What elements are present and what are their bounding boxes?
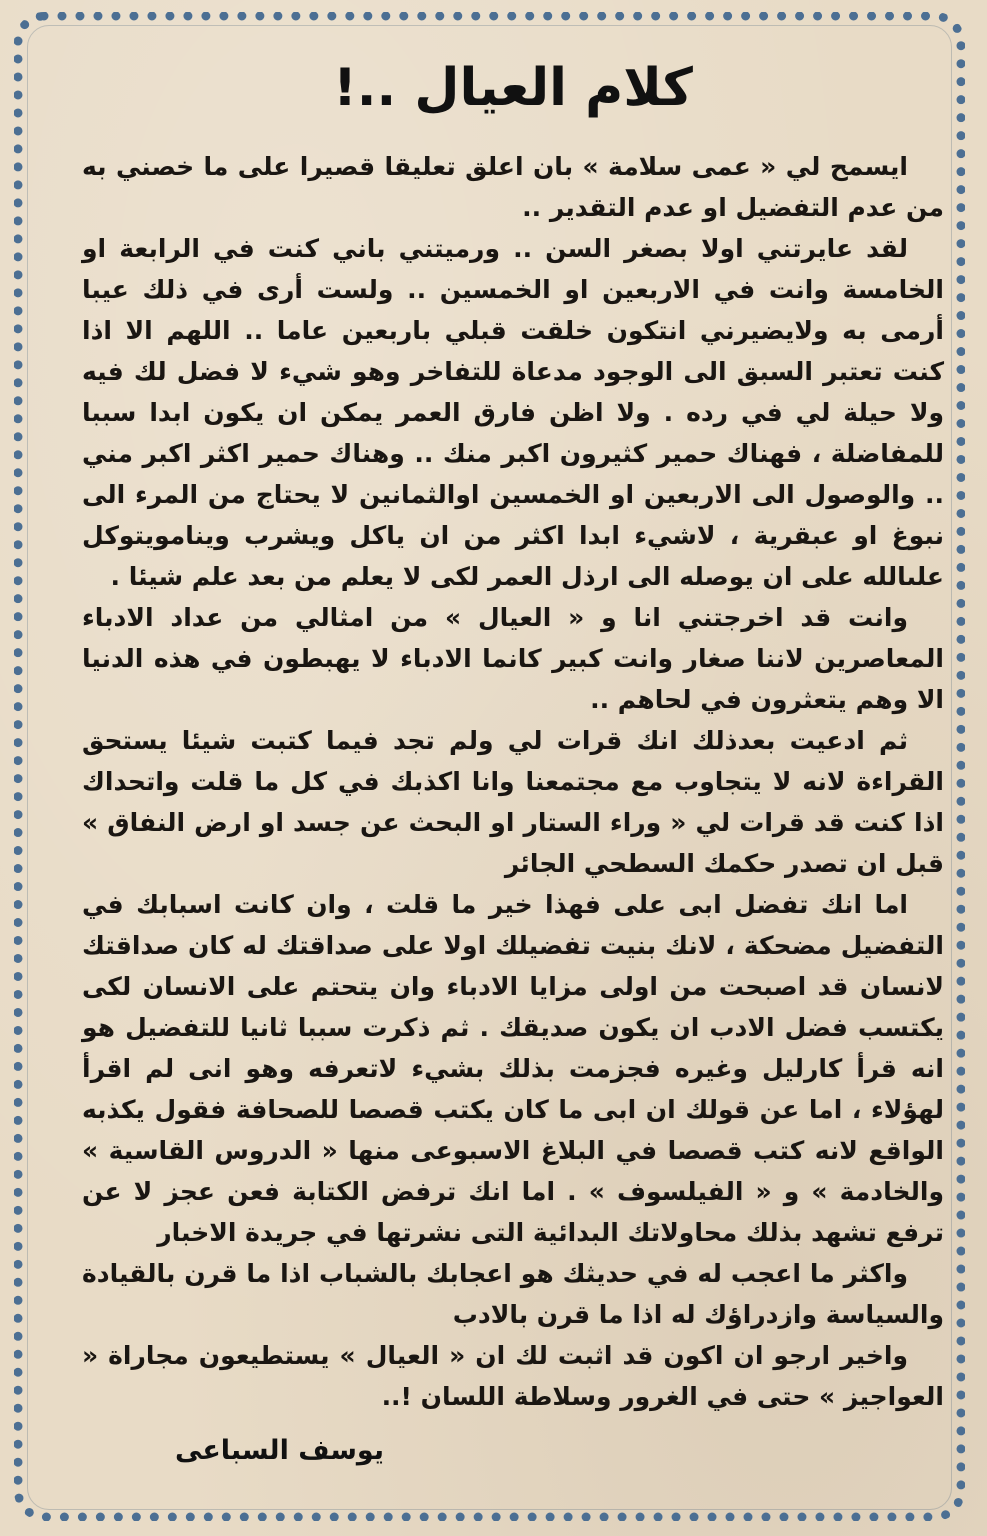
paragraph-contemporaries: وانت قد اخرجتني انا و « العيال » من امثالي من عداد الادباء المعاصرين لاننا صغار وانت كبير كانما الادباء لا يهبطون في هذه الدنيا الا وهم يتعثرون في لحاهم ..: [82, 603, 944, 714]
author-signature: يوسف السباعى: [175, 1435, 384, 1466]
paragraph-preference: اما انك تفضل ابى على فهذا خير ما قلت ، وان كانت اسبابك في التفضيل مضحكة ، لانك بنيت تفضيلك اولا على صداقتك له كان صداقتك لانسان قد اصبحت من اولى مزايا الادباء وان يتحتم على الانسان لكى يكتسب فضل الادب ان يكون صديقك . ثم ذكرت سببا ثانيا للتفضيل هو انه قرأ كارليل وغيره فجزمت بذلك بشيء لاتعرفه وهو انى لم اقرأ لهؤلاء ، اما عن قولك ان ابى ما كان يكتب قصصا للصحافة فقول يكذبه الواقع لانه كتب قصصا في البلاغ الاسبوعى منها « الدروس القاسية » والخادمة » و « الفيلسوف » . اما انك ترفض الكتابة فعن عجز لا عن ترفع تشهد بذلك محاولاتك البدائية التى نشرتها في جريدة الاخبار: [82, 890, 944, 1247]
paragraph-conclusion: واخير ارجو ان اكون قد اثبت لك ان « العيال » يستطيعون مجاراة « العواجيز » حتى في الغرور وسلاطة اللسان !..: [82, 1341, 944, 1411]
article-title: كلام العيال ..!: [333, 58, 693, 118]
paragraph-youth: واكثر ما اعجب له في حديثك هو اعجابك بالشباب اذا ما قرن بالقيادة والسياسة وازدراؤك له اذا ما قرن بالادب: [82, 1259, 944, 1329]
article-column: [82, 52, 944, 1502]
paragraph-intro: ايسمح لي « عمى سلامة » بان اعلق تعليقا قصيرا على ما خصني به من عدم التفضيل او عدم التقدير ..: [82, 152, 944, 222]
paragraph-reading: ثم ادعيت بعدذلك انك قرات لي ولم تجد فيما كتبت شيئا يستحق القراءة لانه لا يتجاوب مع مجتمعنا وانا اكذبك في كل ما قلت واتحداك اذا كنت قد قرات لي « وراء الستار او البحث عن جسد او ارض النفاق » قبل ان تصدر حكمك السطحي الجائر: [82, 726, 944, 878]
paragraph-age: لقد عايرتني اولا بصغر السن .. ورميتني باني كنت في الرابعة او الخامسة وانت في الاربعين او الخمسين .. ولست أرى في ذلك عيبا أرمى به ولايضيرني انتكون خلقت قبلي باربعين عاما .. اللهم الا اذا كنت تعتبر السبق الى الوجود مدعاة للتفاخر وهو شيء لا فضل لك فيه ولا حيلة لي في رده . ولا اظن فارق العمر يمكن ان يكون ابدا سببا للمفاضلة ، فهناك حمير كثيرون اكبر منك .. وهناك حمير اكثر اكبر مني .. والوصول الى الاربعين او الخمسين اوالثمانين لا يحتاج من المرء الى نبوغ او عبقرية ، لاشيء ابدا اكثر من ان ياكل ويشرب وينامويتوكل علىالله على ان يوصله الى ارذل العمر لكى لا يعلم من بعد علم شيئا .: [82, 234, 944, 591]
article-body: [82, 146, 944, 1417]
